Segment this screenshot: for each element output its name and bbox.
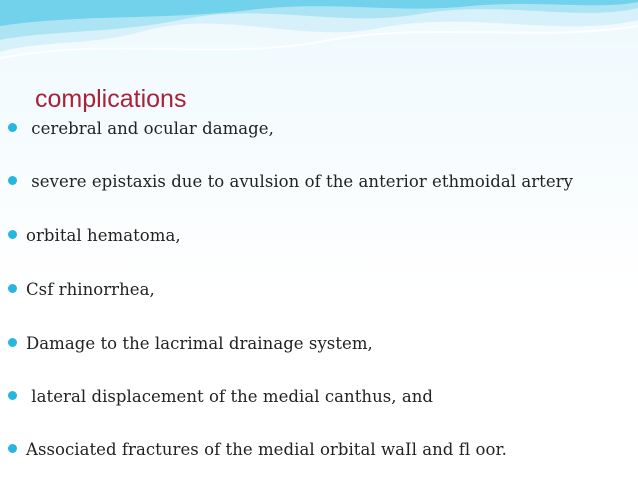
bullet-text: Associated fractures of the medial orbital waIl and fl oor. (26, 440, 507, 459)
slide-title: complications (35, 85, 187, 113)
wave-graphic (0, 0, 638, 80)
bullet-item (8, 170, 573, 194)
bullet-dot-icon (8, 176, 17, 185)
bullet-item (8, 438, 507, 462)
bullet-text: lateral displacement of the medial canthus, and (26, 387, 434, 406)
bullet-item (8, 332, 373, 356)
bullet-text: Damage to the lacrimal drainage system, (26, 334, 373, 353)
bullet-dot-icon (8, 284, 17, 293)
bullet-item (8, 224, 181, 248)
bullet-text: Csf rhinorrhea, (26, 280, 155, 299)
bullet-item (8, 385, 433, 409)
bullet-item (8, 117, 274, 141)
bullet-dot-icon (8, 230, 17, 239)
bullet-dot-icon (8, 444, 17, 453)
bullet-item (8, 278, 155, 302)
bullet-text: orbital hematoma, (26, 226, 181, 245)
bullet-dot-icon (8, 391, 17, 400)
bullet-text: cerebral and ocular damage, (26, 119, 274, 138)
bullet-dot-icon (8, 338, 17, 347)
bullet-dot-icon (8, 123, 17, 132)
bullet-text: severe epistaxis due to avulsion of the anterior ethmoidal artery (26, 172, 573, 191)
header-wave-decoration (0, 0, 638, 80)
